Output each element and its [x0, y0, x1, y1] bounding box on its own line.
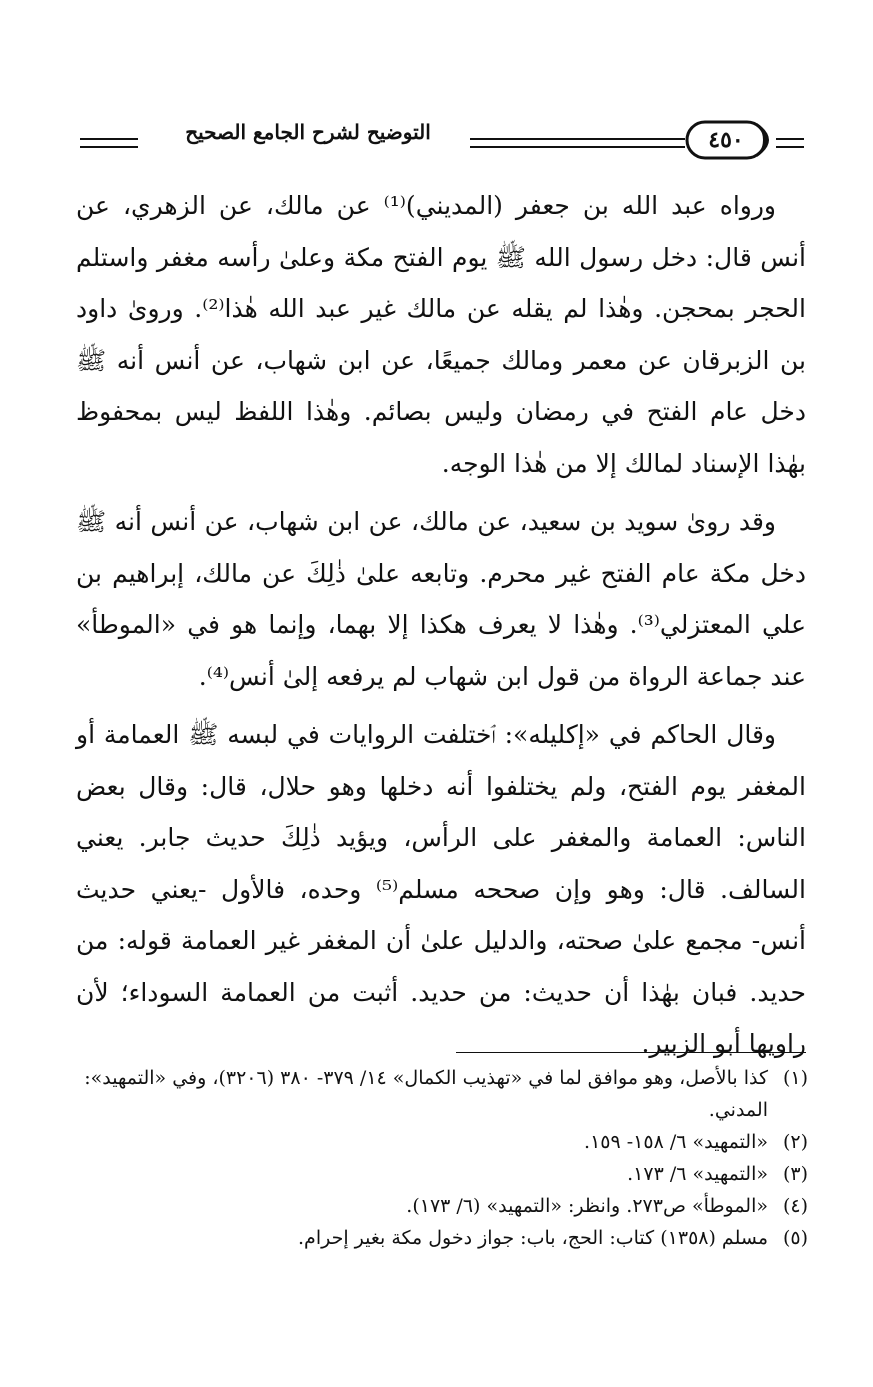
main-text [76, 180, 806, 1070]
footnote [84, 1222, 808, 1254]
header-double-rule-middle [470, 138, 685, 148]
footnote-separator [456, 1052, 806, 1053]
footnote-number: (٢) [782, 1131, 808, 1153]
paragraph: ورواه عبد الله بن جعفر (المديني)⁽¹⁾ عن مالك، عن الزهري، عن أنس قال: دخل رسول الله ﷺ يوم الفتح مكة وعلىٰ رأسه مغفر واستلم الحجر بمحجن. وهٰذا لم يقله عن مالك غير عبد الله هٰذا⁽²⁾. ورویٰ داود بن الزبرقان عن معمر ومالك جميعًا، عن ابن شهاب، عن أنس أنه ﷺ دخل عام الفتح في رمضان وليس بصائم. وهٰذا اللفظ ليس بمحفوظ بهٰذا الإسناد لمالك إلا من هٰذا الوجه. [76, 191, 806, 478]
page-number-badge [685, 120, 781, 160]
footnote-number: (٥) [782, 1227, 808, 1249]
footnotes [84, 1062, 808, 1254]
header-double-rule-right [776, 138, 804, 148]
header-double-rule-left [80, 138, 138, 148]
running-header [70, 116, 804, 166]
footnote [84, 1062, 808, 1126]
footnote [84, 1190, 808, 1222]
footnote-number: (٣) [782, 1163, 808, 1185]
footnote-text: مسلم (١٣٥٨) كتاب: الحج، باب: جواز دخول مكة بغير إحرام. [298, 1227, 768, 1249]
paragraph: وقال الحاكم في «إكليله»: ٱختلفت الروايات في لبسه ﷺ العمامة أو المغفر يوم الفتح، ولم يختلفوا أنه دخلها وهو حلال، قال: وقال بعض الناس: العمامة والمغفر على الرأس، ويؤيد ذٰلِكَ حديث جابر. يعني السالف. قال: وهو وإن صححه مسلم⁽⁵⁾ وحده، فالأول -يعني حديث أنس- مجمع علىٰ صحته، والدليل علىٰ أن المغفر غير العمامة قوله: من حديد. فبان بهٰذا أن حديث: من حديد. أثبت من العمامة السوداء؛ لأن راويها أبو الزبير. [76, 720, 806, 1058]
footnote-number: (٤) [782, 1195, 808, 1217]
footnote-text: «التمهيد» ٦/ ١٥٨- ١٥٩. [584, 1131, 768, 1153]
footnote-number: (١) [782, 1067, 808, 1089]
page-number: ٤٥٠ [708, 127, 744, 153]
footnote-text: كذا بالأصل، وهو موافق لما في «تهذيب الكمال» ١٤/ ٣٧٩- ٣٨٠ (٣٢٠٦)، وفي «التمهيد»: المدني. [84, 1067, 768, 1121]
book-title: التوضيح لشرح الجامع الصحيح [185, 120, 431, 144]
footnote-text: «التمهيد» ٦/ ١٧٣. [627, 1163, 768, 1185]
footnote-text: «الموطأ» ص٢٧٣. وانظر: «التمهيد» (٦/ ١٧٣). [406, 1195, 768, 1217]
footnote [84, 1158, 808, 1190]
footnote [84, 1126, 808, 1158]
paragraph: وقد رویٰ سويد بن سعيد، عن مالك، عن ابن شهاب، عن أنس أنه ﷺ دخل مكة عام الفتح غير محرم. وتابعه علىٰ ذٰلِكَ عن مالك، إبراهيم بن علي المعتزلي⁽³⁾. وهٰذا لا يعرف هكذا إلا بهما، وإنما هو في «الموطأ» عند جماعة الرواة من قول ابن شهاب لم يرفعه إلىٰ أنس⁽⁴⁾. [76, 507, 806, 691]
